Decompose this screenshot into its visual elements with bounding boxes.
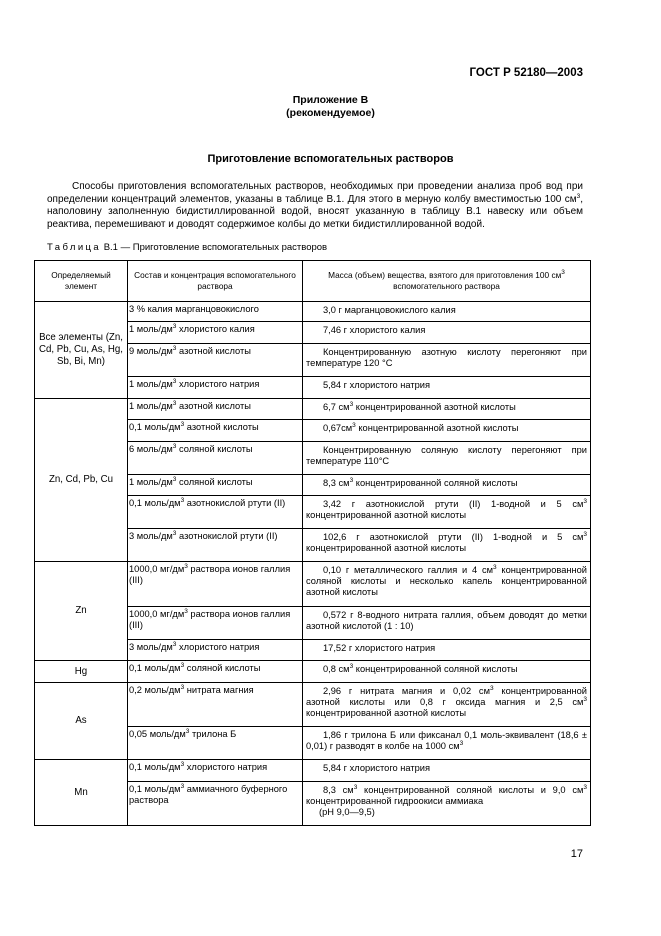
composition-cell: 1000,0 $мг/дм^3$ раствора ионов галлия (III) <box>128 607 303 640</box>
composition-cell: 0,1 моль/$дм^3$ аммиачного буферного раствора <box>128 782 303 826</box>
group-zn-cd-pb-cu: Zn, Cd, Pb, Cu <box>35 399 128 562</box>
mass-cell: 5,84 г хлористого натрия <box>303 377 591 399</box>
appendix-heading <box>0 94 661 120</box>
header-composition: Состав и концентрация вспомогательного раствора <box>128 261 303 302</box>
table-row <box>35 302 591 322</box>
mass-cell: Концентрированную соляную кислоту перегоняют при температуре 110°С <box>303 442 591 475</box>
mass-cell: 3,0 г марганцовокислого калия <box>303 302 591 322</box>
group-all-elements: Все элементы (Zn, Cd, Pb, Cu, As, Hg, Sb, Bi, Mn) <box>35 302 128 399</box>
table-row <box>35 683 591 727</box>
mass-cell: 8,3 $см^3$ концентрированной соляной кислоты <box>303 475 591 496</box>
composition-cell: 3 % калия марганцовокислого <box>128 302 303 322</box>
group-hg: Hg <box>35 661 128 683</box>
composition-cell: 1 моль/$дм^3$ хлористого калия <box>128 322 303 344</box>
composition-cell: 1 моль/$дм^3$ соляной кислоты <box>128 475 303 496</box>
table-row <box>35 661 591 683</box>
mass-cell: 3,42 г азотнокислой ртути (II) 1-водной и 5 $см^3$ концентрированной азотной кислоты <box>303 496 591 529</box>
mass-cell: Концентрированную азотную кислоту перегоняют при температуре 120 °С <box>303 344 591 377</box>
mass-cell: 0,572 г 8-водного нитрата галлия, объем доводят до метки азотной кислотой (1 : 10) <box>303 607 591 640</box>
header-mass: Масса (объем) вещества, взятого для приготовления 100 $см^3$ вспомогательного раствора <box>303 261 591 302</box>
composition-cell: 0,1 моль/$дм^3$ хлористого натрия <box>128 760 303 782</box>
composition-cell: 3 моль/$дм^3$ азотнокислой ртути (II) <box>128 529 303 562</box>
composition-cell: 0,1 моль/$дм^3$ соляной кислоты <box>128 661 303 683</box>
mass-cell: 17,52 г хлористого натрия <box>303 640 591 661</box>
mass-cell: 102,6 г азотнокислой ртути (II) 1-водной и 5 $см^3$ концентрированной азотной кислоты <box>303 529 591 562</box>
composition-cell: 1 моль/$дм^3$ азотной кислоты <box>128 399 303 420</box>
composition-cell: 6 моль/$дм^3$ соляной кислоты <box>128 442 303 475</box>
group-zn: Zn <box>35 562 128 661</box>
group-as: As <box>35 683 128 760</box>
mass-cell: 1,86 г трилона Б или фиксанал 0,1 моль-эквивалент (18,6 ± 0,01) г разводят в колбе на 1000 $см^3$ <box>303 727 591 760</box>
appendix-subtitle: (рекомендуемое) <box>286 107 375 119</box>
table-caption: Таблица В.1 — Приготовление вспомогательных растворов <box>47 242 328 253</box>
table-row <box>35 562 591 607</box>
group-mn: Mn <box>35 760 128 826</box>
mass-cell: 2,96 г нитрата магния и 0,02 $см^3$ концентрированной азотной кислоты или 0,8 г оксида магния и 2,5 $см^3$ концентрированной азотной кислоты <box>303 683 591 727</box>
table-row <box>35 399 591 420</box>
intro-paragraph: Способы приготовления вспомогательных растворов, необходимых при проведении анализа проб вод при определении концентраций элементов, указаны в таблице В.1. Для этого в мерную колбу вместимостью 100 $см^3$, наполовину заполненную бидистиллированной водой, вносят указанную в таблицу В.1 навеску или объем реактива, перемешивают и доводят содержимое колбы до метки бидистиллированной водой. <box>47 181 583 230</box>
mass-cell: 5,84 г хлористого натрия <box>303 760 591 782</box>
mass-cell: $0,67см^3$ концентрированной азотной кислоты <box>303 420 591 442</box>
composition-cell: 3 моль/$дм^3$ хлористого натрия <box>128 640 303 661</box>
composition-cell: 0,05 моль/$дм^3$ трилона Б <box>128 727 303 760</box>
section-title: Приготовление вспомогательных растворов <box>207 153 454 165</box>
composition-cell: 0,2 моль/$дм^3$ нитрата магния <box>128 683 303 727</box>
mass-cell: 8,3 $см^3$ концентрированной соляной кислоты и 9,0 $см^3$ концентрированной гидроокиси аммиака (рН 9,0—9,5) <box>303 782 591 826</box>
table-header-row <box>35 261 591 302</box>
mass-cell: 7,46 г хлористого калия <box>303 322 591 344</box>
header-element: Определяемый элемент <box>35 261 128 302</box>
composition-cell: 1 моль/$дм^3$ хлористого натрия <box>128 377 303 399</box>
mass-cell: 0,8 $см^3$ концентрированной соляной кислоты <box>303 661 591 683</box>
standard-number: ГОСТ Р 52180—2003 <box>469 67 583 79</box>
page-number: 17 <box>570 848 583 860</box>
table-row <box>35 760 591 782</box>
solutions-table <box>34 260 591 826</box>
appendix-title: Приложение В <box>292 94 369 106</box>
composition-cell: 9 моль/$дм^3$ азотной кислоты <box>128 344 303 377</box>
mass-cell: 6,7 $см^3$ концентрированной азотной кислоты <box>303 399 591 420</box>
mass-cell: 0,10 г металлического галлия и 4 $см^3$ концентрированной соляной кислоты и несколько капель концентрированной азотной кислоты <box>303 562 591 607</box>
composition-cell: 0,1 моль/$дм^3$ азотнокислой ртути (II) <box>128 496 303 529</box>
composition-cell: 0,1 моль/$дм^3$ азотной кислоты <box>128 420 303 442</box>
composition-cell: 1000,0 $мг/дм^3$ раствора ионов галлия (III) <box>128 562 303 607</box>
